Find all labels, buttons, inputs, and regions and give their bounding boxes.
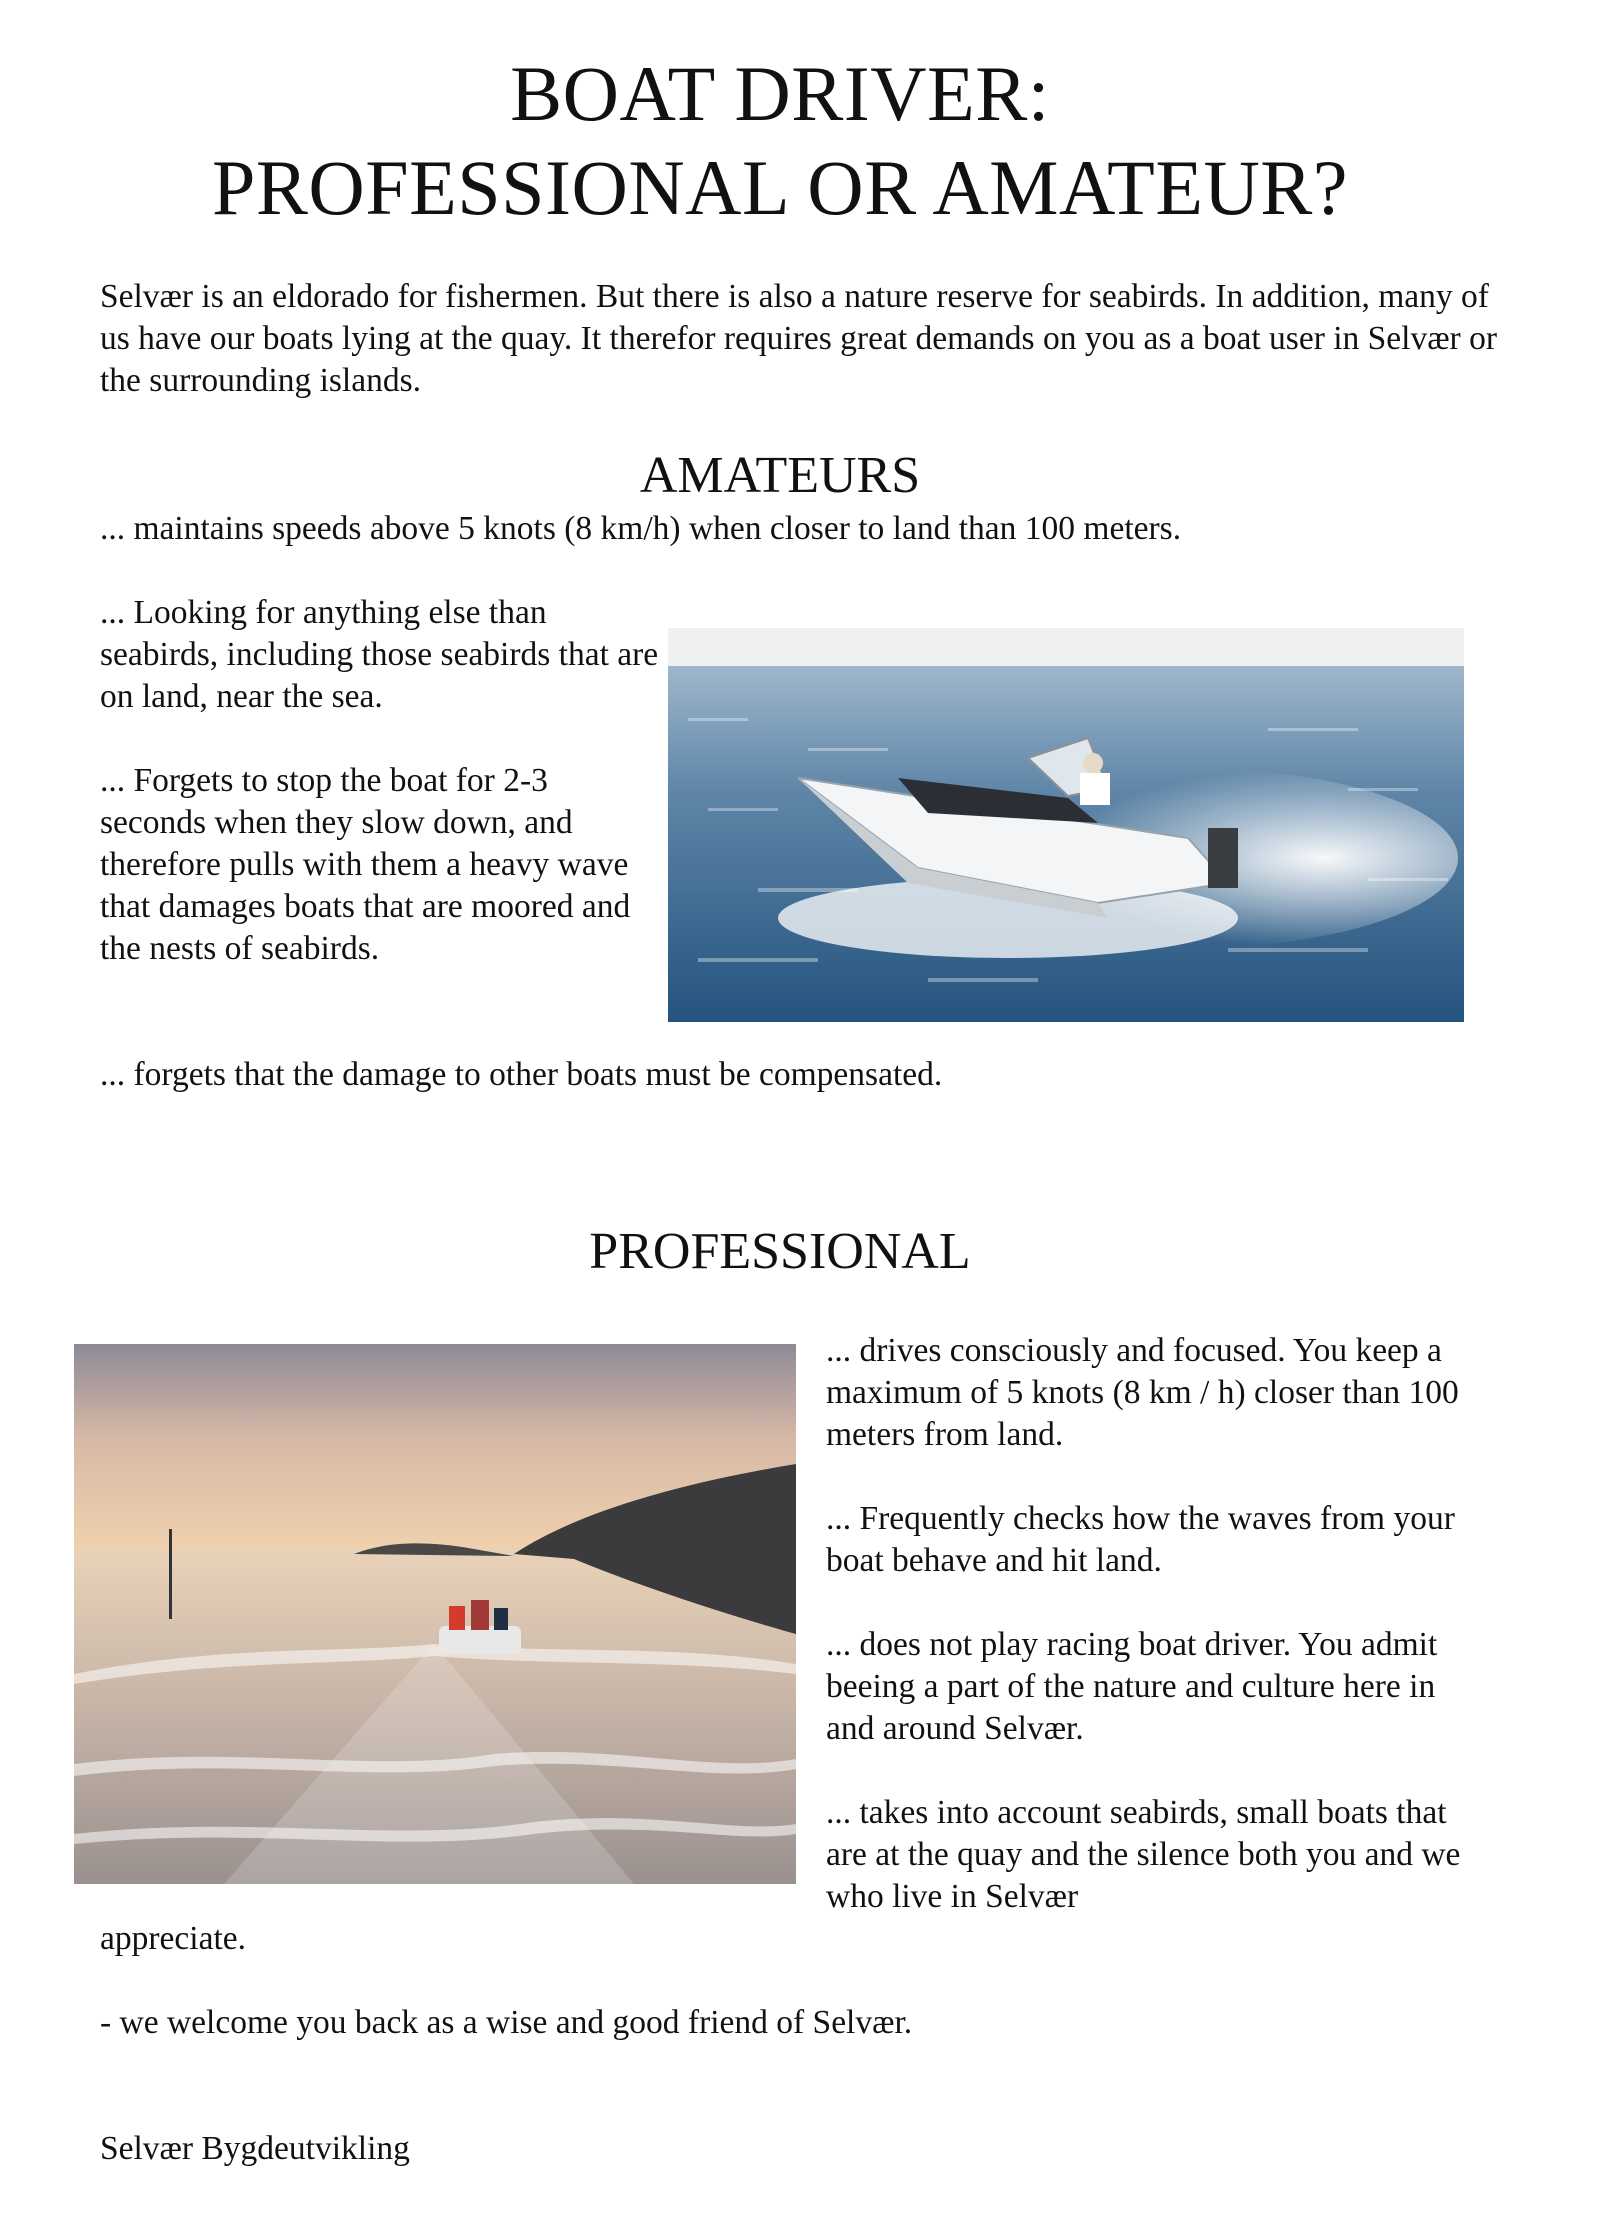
signature: Selvær Bygdeutvikling — [100, 2130, 410, 2167]
sunset-boat-photo — [74, 1344, 796, 1884]
professional-heading: PROFESSIONAL — [589, 1223, 971, 1280]
amateurs-point-seabirds: ... Looking for anything else than seabirds, including those seabirds that are on land, near the sea. — [100, 594, 659, 715]
page-title-line-2: PROFESSIONAL OR AMATEUR? — [212, 144, 1348, 231]
professional-point-seabirds: ... takes into account seabirds, small boats that are at the quay and the silence both you and we who live in Selvær — [826, 1794, 1461, 1915]
intro-paragraph: Selvær is an eldorado for fishermen. But there is also a nature reserve for seabirds. In addition, many of us have our boats lying at the quay. It therefor requires great demands on you as a boat user in Selvær or the surrounding islands. — [100, 278, 1497, 399]
professional-point-waves: ... Frequently checks how the waves from your boat behave and hit land. — [826, 1500, 1455, 1579]
amateurs-heading: AMATEURS — [639, 447, 921, 504]
amateurs-point-wave: ... Forgets to stop the boat for 2-3 seconds when they slow down, and therefore pulls with them a heavy wave that damages boats that are moored and the nests of seabirds. — [100, 762, 631, 967]
professional-point-seabirds-end: appreciate. — [100, 1920, 246, 1957]
page-title-line-1: BOAT DRIVER: — [510, 50, 1050, 137]
speedboat-photo — [668, 628, 1464, 1022]
professional-point-nature: ... does not play racing boat driver. You admit beeing a part of the nature and culture here in and around Selvær. — [826, 1626, 1438, 1747]
amateurs-point-damage: ... forgets that the damage to other boats must be compensated. — [100, 1056, 943, 1093]
amateurs-point-speed: ... maintains speeds above 5 knots (8 km/h) when closer to land than 100 meters. — [100, 510, 1182, 547]
professional-point-focus: ... drives consciously and focused. You keep a maximum of 5 knots (8 km / h) closer than 100 meters from land. — [826, 1332, 1459, 1453]
closing-line: - we welcome you back as a wise and good friend of Selvær. — [100, 2004, 913, 2041]
